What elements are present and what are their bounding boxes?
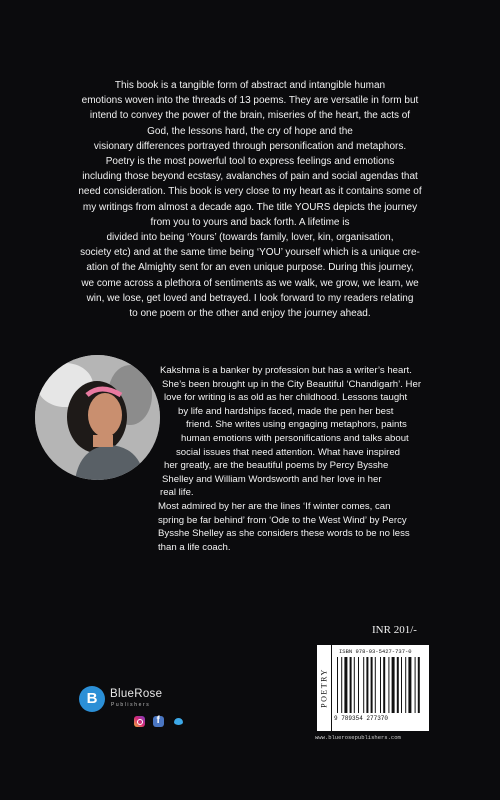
bio-line: Bysshe Shelley as she considers these words to be no less <box>158 528 410 540</box>
isbn-text: ISBN 978-93-5427-737-0 <box>339 648 412 655</box>
blurb-line: to one poem or the other and enjoy the journey ahead. <box>129 308 371 320</box>
publisher-website[interactable]: www.bluerosepublishers.com <box>315 734 401 741</box>
bio-line: social issues that need attention. What have inspired <box>176 446 400 458</box>
author-bio <box>158 364 458 554</box>
blurb-line: including those beyond ecstasy, avalanches of pain and social agendas that <box>82 171 418 183</box>
bio-line: Most admired by her are the lines ‘If winter comes, can <box>158 500 391 512</box>
bio-line: Shelley and William Wordsworth and her love in her <box>162 473 382 485</box>
blurb-line: visionary differences portrayed through personification and metaphors. <box>93 140 407 152</box>
blurb-line: we come across a plethora of sentiments as we walk, we grow, we learn, we <box>81 277 419 289</box>
blurb-line: from you to yours and back forth. A lifetime is <box>150 216 350 228</box>
bio-line: real life. <box>160 487 194 499</box>
barcode-bars <box>337 657 425 713</box>
bio-line: than a life coach. <box>158 541 231 553</box>
blurb-line: Poetry is the most powerful tool to express feelings and emotions <box>105 156 395 168</box>
bio-line: by life and hardships faced, made the pen her best <box>178 405 394 417</box>
barcode-digits: 9 789354 277370 <box>334 715 389 722</box>
instagram-icon[interactable] <box>134 716 145 727</box>
social-icons <box>134 716 188 734</box>
genre-label <box>317 645 332 731</box>
bio-line: spring be far behind’ from ‘Ode to the West Wind’ by Percy <box>158 514 407 526</box>
facebook-icon[interactable] <box>153 716 164 727</box>
twitter-icon[interactable] <box>173 716 184 727</box>
blurb-line: divided into being ‘Yours’ (towards family, lover, kin, organisation, <box>106 232 394 244</box>
publisher-sub: Publishers <box>111 702 151 708</box>
bio-line: love for writing is as old as her childhood. Lessons taught <box>164 392 408 404</box>
bio-line: friend. She writes using engaging metaphors, paints <box>186 419 407 431</box>
blurb-line: my writings from almost a decade ago. The title YOURS depicts the journey <box>82 201 418 213</box>
bio-line: She’s been brought up in the City Beautiful ‘Chandigarh’. Her <box>162 378 422 390</box>
bio-line: human emotions with personifications and talks about <box>181 432 409 444</box>
logo-letter: B <box>86 690 98 707</box>
blurb-line: God, the lessons hard, the cry of hope and the <box>147 125 353 137</box>
blurb-line: need consideration. This book is very close to my heart as it contains some of <box>78 186 422 198</box>
blurb-line: win, we lose, get loved and betrayed. I look forward to my readers relating <box>86 292 414 304</box>
barcode-block <box>317 645 429 731</box>
blurb-line: ation of the Almighty sent for an even unique purpose. During this journey, <box>86 262 414 274</box>
bio-line: her greatly, are the beautiful poems by Percy Bysshe <box>164 460 389 472</box>
author-portrait-illustration <box>35 355 160 480</box>
blurb-line: intend to convey the power of the brain, miseries of the heart, the acts of <box>89 110 411 122</box>
back-cover-blurb <box>52 78 448 321</box>
bio-line: Kakshma is a banker by profession but has a writer’s heart. <box>160 365 412 376</box>
author-photo <box>35 355 160 480</box>
price-label: INR 201/- <box>372 624 417 636</box>
publisher-name: BlueRose <box>110 688 163 700</box>
blurb-line: This book is a tangible form of abstract and intangible human <box>114 80 386 91</box>
genre-text: POETRY <box>319 668 329 708</box>
bluerose-logo-icon <box>79 686 105 712</box>
blurb-line: emotions woven into the threads of 13 poems. They are versatile in form but <box>81 95 419 107</box>
blurb-line: society etc) and at the same time being ‘YOU’ yourself which is a unique cre- <box>80 247 420 259</box>
